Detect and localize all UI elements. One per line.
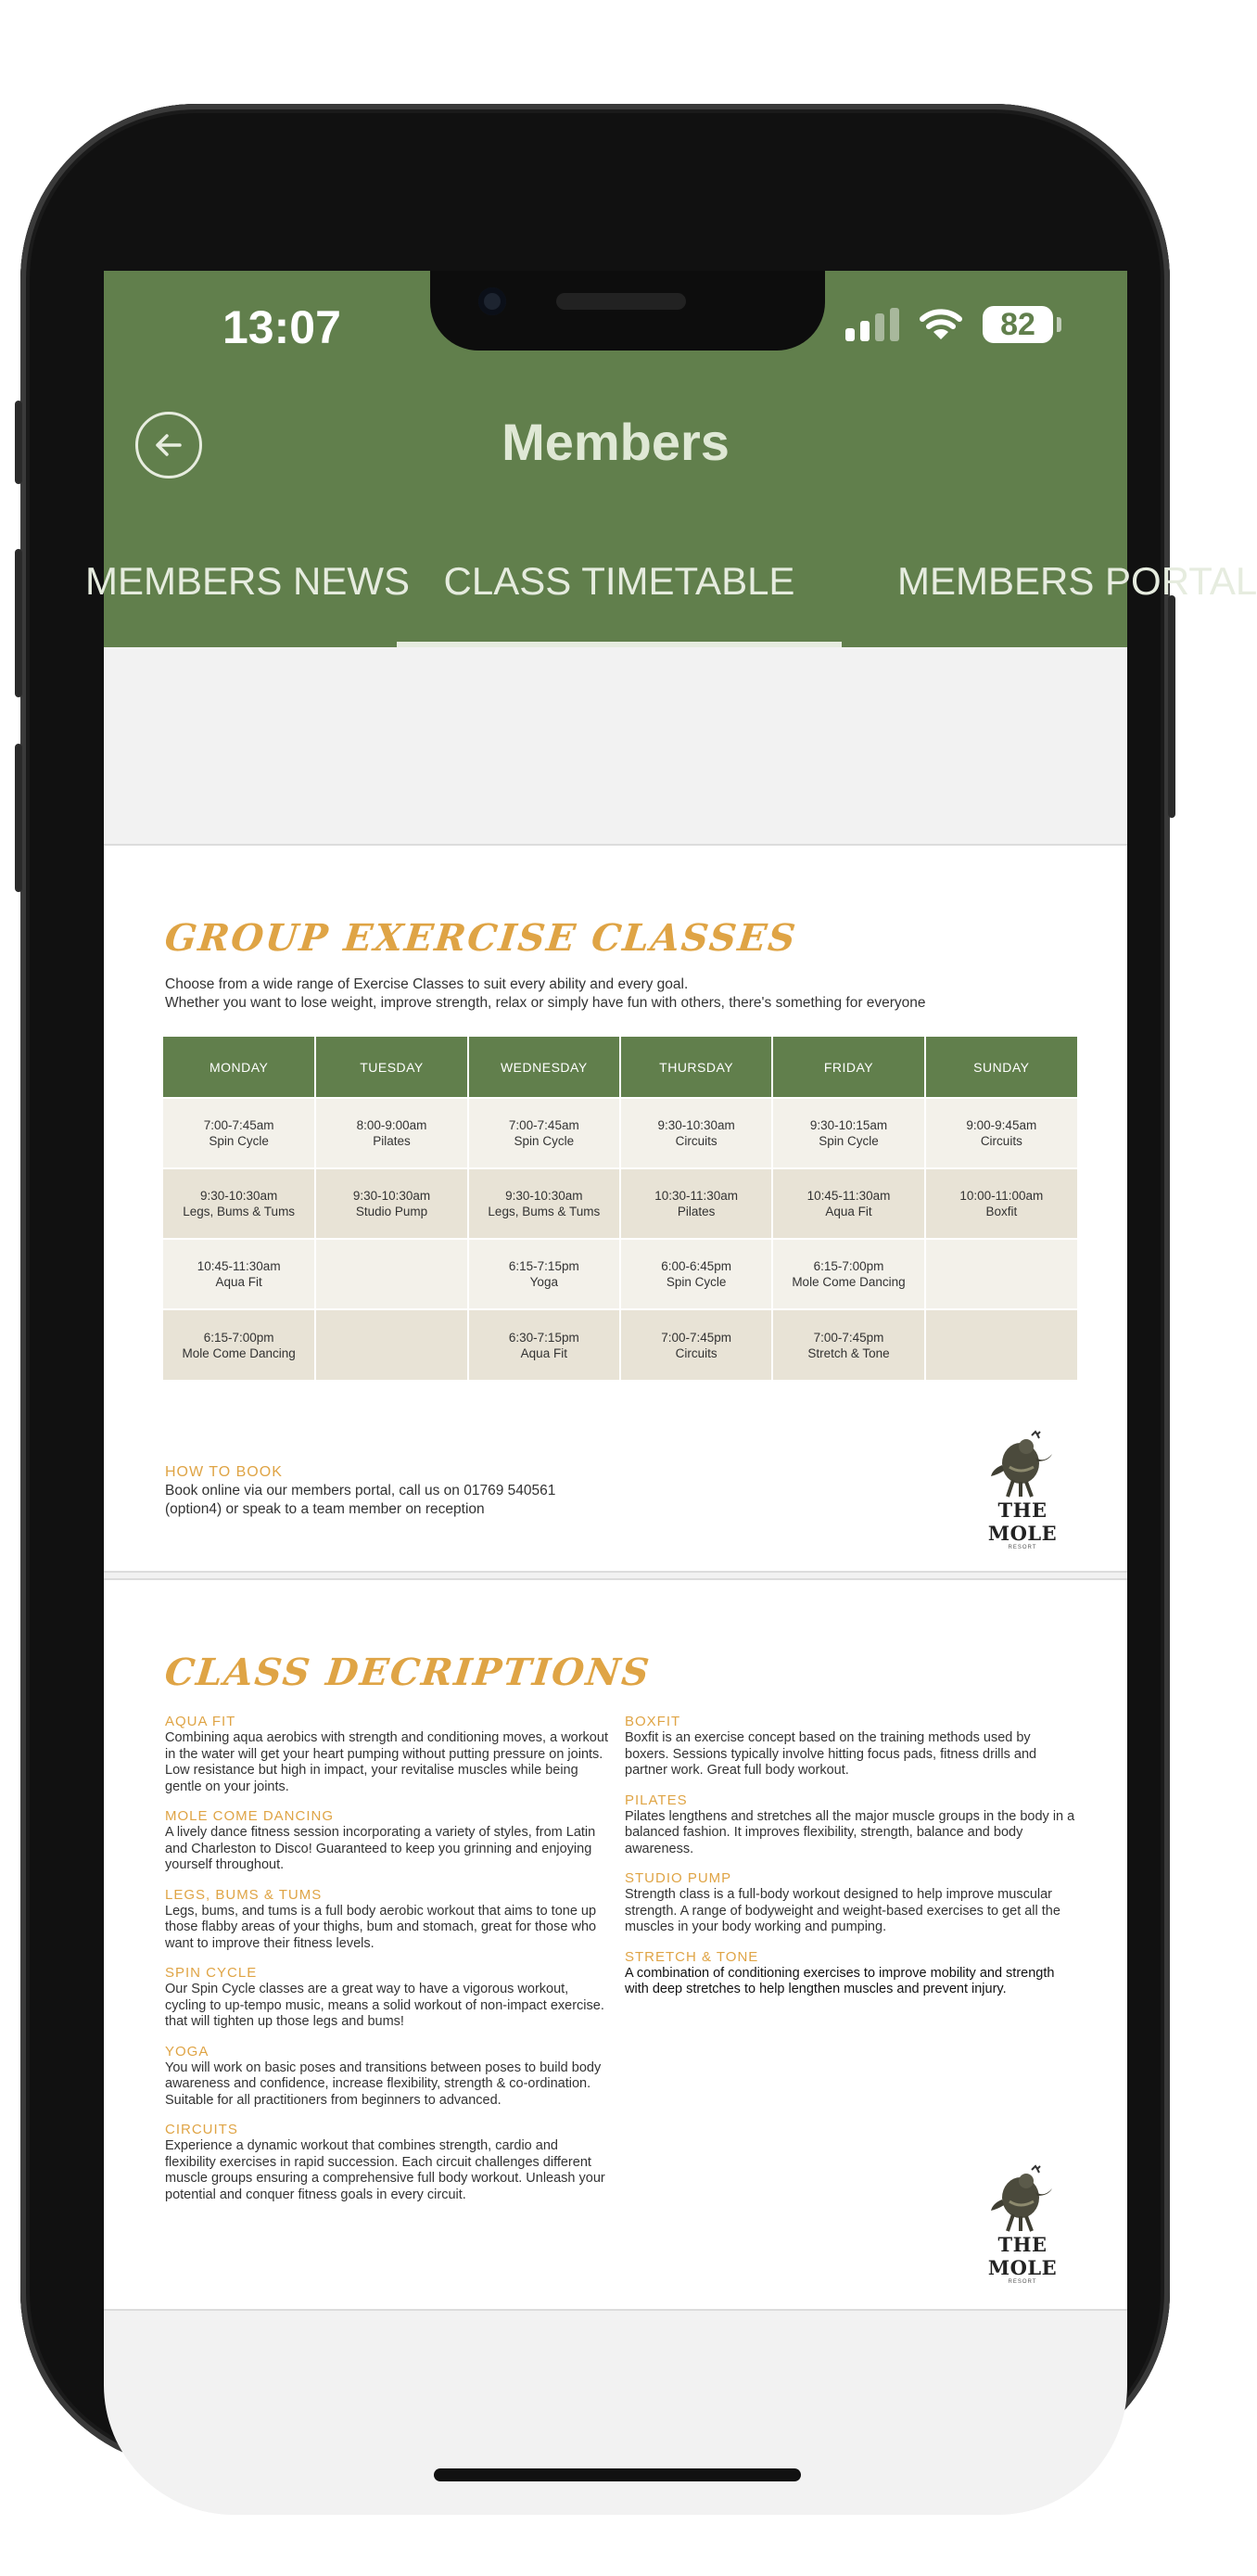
class-time: 6:30-7:15pm <box>508 1330 579 1345</box>
logo-subtitle: RESORT <box>1008 1545 1037 1550</box>
class-description <box>165 1808 610 1874</box>
class-description <box>625 1949 1077 1998</box>
class-name: Studio Pump <box>355 1205 428 1218</box>
day-header: TUESDAY <box>315 1037 467 1098</box>
day-header: FRIDAY <box>772 1037 924 1098</box>
class-name: Spin Cycle <box>209 1134 269 1148</box>
class-description <box>165 1887 610 1953</box>
class-title: PILATES <box>625 1792 688 1808</box>
logo-wordmark: THE MOLE <box>987 2233 1058 2279</box>
class-text: Experience a dynamic workout that combines strength, cardio and flexibility exercises in rapid succession. Each circuit challenges different muscle groups ensuring a comprehensive full body workout. Unleash your potential and conquer fitness goals in every circuit. <box>165 2138 605 2202</box>
wifi-icon <box>920 308 962 341</box>
class-name: Circuits <box>675 1134 717 1148</box>
class-name: Circuits <box>675 1345 717 1360</box>
active-tab-indicator <box>397 642 842 647</box>
class-title: AQUA FIT <box>165 1714 236 1729</box>
class-name: Aqua Fit <box>215 1275 262 1289</box>
class-cell <box>315 1239 467 1309</box>
class-time: 10:00-11:00am <box>959 1189 1044 1203</box>
class-description <box>165 2044 610 2110</box>
class-time: 7:00-7:45pm <box>813 1330 884 1345</box>
timetable-table <box>163 1037 1077 1380</box>
phone-side-button <box>15 744 22 892</box>
class-text: Strength class is a full-body workout designed to help improve muscular strength. A range of bodyweight and weight-based exercises to get all the muscles in your body working and pumping. <box>625 1887 1060 1934</box>
app-header <box>85 271 1257 647</box>
class-description <box>625 1714 1077 1779</box>
page-title: Members <box>502 413 730 471</box>
table-row <box>163 1098 1077 1168</box>
class-title: MOLE COME DANCING <box>165 1808 335 1824</box>
class-text: You will work on basic poses and transitions between poses to build body awareness and confidence, increase flexibility, strength & co-ordination. Suitable for all practitioners from beginners to advanced. <box>165 2060 602 2108</box>
descriptions-left-column <box>165 1714 610 2216</box>
class-cell <box>163 1309 315 1380</box>
class-cell <box>772 1168 924 1239</box>
class-name: Spin Cycle <box>514 1134 575 1148</box>
class-cell <box>772 1098 924 1168</box>
notch <box>430 271 825 351</box>
class-time: 9:00-9:45am <box>966 1118 1037 1132</box>
mole-logo-icon <box>985 1428 1060 1498</box>
timetable-document <box>104 846 1127 1571</box>
class-cell <box>468 1239 620 1309</box>
class-description <box>165 2122 610 2203</box>
class-cell <box>772 1309 924 1380</box>
class-title: STRETCH & TONE <box>625 1948 759 1965</box>
day-header: WEDNESDAY <box>468 1037 620 1098</box>
intro-line: Whether you want to lose weight, improve strength, relax or simply have fun with others, there's something for everyone <box>165 995 926 1011</box>
class-cell <box>772 1239 924 1309</box>
class-cell <box>315 1168 467 1239</box>
class-cell <box>163 1239 315 1309</box>
descriptions-heading: CLASS DECRIPTIONS <box>162 1651 654 1694</box>
class-cell <box>925 1239 1077 1309</box>
class-name: Mole Come Dancing <box>182 1345 296 1360</box>
class-text: A combination of conditioning exercises to improve mobility and strength with deep stretches to help lengthen muscles and prevent injury. <box>625 1965 1055 1996</box>
class-title: SPIN CYCLE <box>165 1965 258 1981</box>
table-row <box>163 1239 1077 1309</box>
class-cell <box>468 1309 620 1380</box>
class-time: 6:00-6:45pm <box>661 1259 732 1273</box>
tab-members-news[interactable]: MEMBERS NEWS <box>85 559 411 603</box>
how-to-book-text: (option4) or speak to a team member on reception <box>165 1501 485 1517</box>
class-name: Legs, Bums & Tums <box>183 1205 296 1218</box>
class-cell <box>925 1098 1077 1168</box>
home-indicator[interactable] <box>434 2468 801 2481</box>
class-name: Yoga <box>529 1275 558 1289</box>
signal-icon <box>845 308 899 341</box>
class-time: 6:15-7:15pm <box>508 1259 579 1273</box>
class-time: 8:00-9:00am <box>356 1118 427 1132</box>
how-to-book-text: Book online via our members portal, call us on 01769 540561 <box>165 1483 556 1498</box>
mole-logo-icon <box>985 2162 1060 2233</box>
class-cell <box>620 1098 772 1168</box>
class-title: BOXFIT <box>625 1714 681 1729</box>
class-name: Pilates <box>677 1205 716 1218</box>
class-name: Mole Come Dancing <box>792 1275 906 1289</box>
class-title: STUDIO PUMP <box>625 1870 732 1886</box>
class-description <box>165 1714 610 1795</box>
timetable-intro <box>165 976 1055 1013</box>
class-text: Boxfit is an exercise concept based on the training methods used by boxers. Sessions typically involve hitting focus pads, fitness drills and partner work. Great full body workout. <box>625 1730 1037 1778</box>
class-description <box>625 1792 1077 1858</box>
intro-line: Choose from a wide range of Exercise Classes to suit every ability and every goal. <box>165 976 689 992</box>
class-title: CIRCUITS <box>165 2122 238 2137</box>
class-cell <box>163 1098 315 1168</box>
tab-members-portal[interactable]: MEMBERS PORTAL <box>897 559 1257 603</box>
class-name: Pilates <box>373 1134 411 1148</box>
class-title: LEGS, BUMS & TUMS <box>165 1886 323 1903</box>
class-description <box>625 1870 1077 1936</box>
class-cell <box>620 1239 772 1309</box>
class-name: Stretch & Tone <box>807 1345 890 1360</box>
class-cell <box>925 1168 1077 1239</box>
class-time: 9:30-10:30am <box>352 1189 431 1203</box>
class-cell <box>315 1309 467 1380</box>
class-name: Legs, Bums & Tums <box>488 1205 601 1218</box>
class-text: Legs, bums, and tums is a full body aerobic workout that aims to tone up those flabby areas of your thighs, bum and stomach, great for those who want to improve their fitness levels. <box>165 1903 597 1951</box>
class-time: 9:30-10:15am <box>809 1118 888 1132</box>
logo-wordmark: THE MOLE <box>987 1498 1058 1545</box>
phone-side-button <box>15 401 22 484</box>
app-screen <box>85 271 1257 2515</box>
status-indicators <box>845 306 1053 343</box>
descriptions-document <box>104 1580 1127 2309</box>
phone-frame <box>20 104 1257 2468</box>
day-header: MONDAY <box>163 1037 315 1098</box>
day-header: THURSDAY <box>620 1037 772 1098</box>
how-to-book-label: HOW TO BOOK <box>165 1464 283 1480</box>
class-time: 10:45-11:30am <box>197 1259 281 1273</box>
class-name: Spin Cycle <box>666 1275 727 1289</box>
speaker-icon <box>556 293 686 310</box>
class-text: Pilates lengthens and stretches all the major muscle groups in the body in a balanced fashion. It improves flexibility, strength, balance and body awareness. <box>625 1808 1075 1856</box>
class-time: 10:45-11:30am <box>806 1189 891 1203</box>
class-time: 9:30-10:30am <box>657 1118 735 1132</box>
class-description <box>165 1965 610 2031</box>
class-time: 7:00-7:45am <box>508 1118 579 1132</box>
class-time: 9:30-10:30am <box>200 1189 278 1203</box>
class-text: Our Spin Cycle classes are a great way to have a vigorous workout, cycling to up-tempo music, means a solid workout of non-impact exercise. that will tighten up those legs and bums! <box>165 1982 604 2029</box>
class-name: Circuits <box>980 1134 1022 1148</box>
how-to-book <box>165 1463 610 1519</box>
day-header: SUNDAY <box>925 1037 1077 1098</box>
battery-icon: 82 <box>983 306 1053 343</box>
class-cell <box>620 1168 772 1239</box>
table-header-row <box>163 1037 1077 1098</box>
class-time: 7:00-7:45pm <box>661 1330 732 1345</box>
class-time: 6:15-7:00pm <box>813 1259 884 1273</box>
table-row <box>163 1309 1077 1380</box>
class-name: Aqua Fit <box>520 1345 567 1360</box>
logo-subtitle: RESORT <box>1008 2279 1037 2285</box>
class-cell <box>925 1309 1077 1380</box>
status-time: 13:07 <box>222 301 341 353</box>
class-cell <box>468 1168 620 1239</box>
tab-bar <box>85 540 1257 647</box>
camera-icon <box>478 287 506 315</box>
class-time: 7:00-7:45am <box>203 1118 274 1132</box>
class-text: Combining aqua aerobics with strength and conditioning moves, a workout in the water will get your heart pumping without putting pressure on joints. Low resistance but high in impact, your revitalise muscles while being gentle on your joints. <box>165 1730 608 1794</box>
class-cell <box>315 1098 467 1168</box>
descriptions-right-column <box>625 1714 1077 2011</box>
class-cell <box>468 1098 620 1168</box>
class-time: 9:30-10:30am <box>505 1189 583 1203</box>
class-title: YOGA <box>165 2043 210 2060</box>
class-cell <box>620 1309 772 1380</box>
class-name: Spin Cycle <box>819 1134 879 1148</box>
class-time: 6:15-7:00pm <box>203 1330 274 1345</box>
class-text: A lively dance fitness session incorporating a variety of styles, from Latin and Charleston to Disco! Guaranteed to keep you grinning and enjoying yourself throughout. <box>165 1825 596 1872</box>
class-name: Boxfit <box>985 1205 1018 1218</box>
phone-side-button <box>15 549 22 697</box>
timetable-heading: GROUP EXERCISE CLASSES <box>162 916 799 960</box>
mole-resort-logo <box>962 2162 1083 2285</box>
class-name: Aqua Fit <box>825 1205 872 1218</box>
tab-class-timetable[interactable]: CLASS TIMETABLE <box>443 559 795 603</box>
mole-resort-logo <box>962 1428 1083 1550</box>
class-time: 10:30-11:30am <box>654 1189 739 1203</box>
table-row <box>163 1168 1077 1239</box>
class-cell <box>163 1168 315 1239</box>
